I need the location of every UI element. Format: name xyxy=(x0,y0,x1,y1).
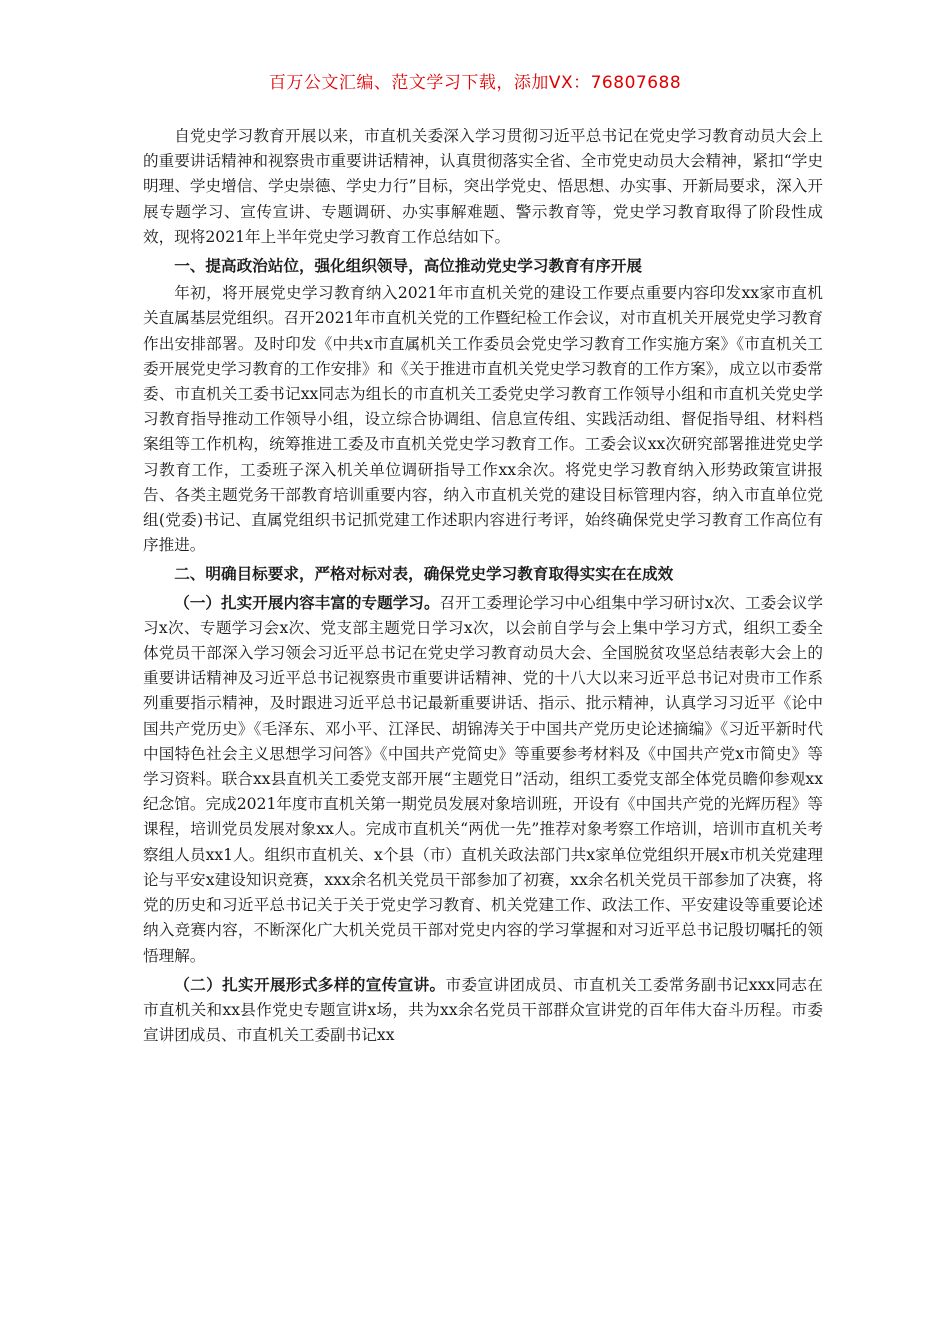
subsection-1-text: 召开工委理论学习中心组集中学习研讨x次、工委会议学习x次、专题学习会x次、党支部主题党日学习x次，以会前自学与会上集中学习方式，组织工委全体党员干部深入学习领会习近平总书记在党史学习教育动员大会、全国脱贫攻坚总结表彰大会上的重要讲话精神及习近平总书记视察贵市重要讲话精神、党的十八大以来习近平总书记对贵市工作系列重要指示精神，及时跟进习近平总书记最新重要讲话、指示、批示精神，认真学习习近平《论中国共产党历史》《毛泽东、邓小平、江泽民、胡锦涛关于中国共产党历史论述摘编》《习近平新时代中国特色社会主义思想学习问答》《中国共产党简史》等重要参考材料及《中国共产党x市简史》等学习资料。联合xx县直机关工委党支部开展“主题党日”活动，组织工委党支部全体党员瞻仰参观xx纪念馆。完成2021年度市直机关第一期党员发展对象培训班，开设有《中国共产党的光辉历程》等课程，培训党员发展对象xx人。完成市直机关“两优一先”推荐对象考察工作培训，培训市直机关考察组人员xx1人。组织市直机关、x个县（市）直机关政法部门共x家单位党组织开展x市机关党建理论与平安x建设知识竞赛，xxx余名机关党员干部参加了初赛，xx余名机关党员干部参加了决赛，将党的历史和习近平总书记关于关于党史学习教育、机关党建工作、政法工作、平安建设等重要论述纳入竞赛内容，不断深化广大机关党员干部对党史内容的学习掌握和对习近平总书记殷切嘱托的领悟理解。 xyxy=(143,593,823,965)
subsection-2-text: 市委宣讲团成员、市直机关工委常务副书记xxx同志在市直机关和xx县作党史专题宣讲x场，共为xx余名党员干部群众宣讲党的百年伟大奋斗历程。市委宣讲团成员、市直机关工委副书记xx xyxy=(143,975,823,1045)
section-1-paragraph: 年初，将开展党史学习教育纳入2021年市直机关党的建设工作要点重要内容印发xx家市直机关直属基层党组织。召开2021年市直机关党的工作暨纪检工作会议，对市直机关开展党史学习教育作出安排部署。及时印发《中共x市直属机关工作委员会党史学习教育工作实施方案》《市直机关工委开展党史学习教育的工作安排》和《关于推进市直机关党史学习教育的工作方案》，成立以市委常委、市直机关工委书记xx同志为组长的市直机关工委党史学习教育工作领导小组和市直机关党史学习教育指导推动工作领导小组，设立综合协调组、信息宣传组、实践活动组、督促指导组、材料档案组等工作机构，统筹推进工委及市直机关党史学习教育工作。工委会议xx次研究部署推进党史学习教育工作，工委班子深入机关单位调研指导工作xx余次。将党史学习教育纳入形势政策宣讲报告、各类主题党务干部教育培训重要内容，纳入市直机关党的建设目标管理内容，纳入市直单位党组(党委)书记、直属党组织书记抓党建工作述职内容进行考评，始终确保党史学习教育工作高位有序推进。 xyxy=(143,284,823,555)
subsection-1-heading: （一）扎实开展内容丰富的专题学习。 xyxy=(174,592,440,612)
subsection-2-paragraph xyxy=(143,972,823,1049)
section-2-heading: 二、明确目标要求，严格对标对表，确保党史学习教育取得实实在在成效 xyxy=(174,564,674,584)
document-body xyxy=(143,124,823,1048)
subsection-2-heading: （二）扎实开展形式多样的宣传宣讲。 xyxy=(174,974,446,994)
subsection-1-paragraph xyxy=(143,590,823,969)
header-banner: 百万公文汇编、范文学习下载，添加VX：76807688 xyxy=(268,73,682,93)
intro-paragraph: 自党史学习教育开展以来，市直机关委深入学习贯彻习近平总书记在党史学习教育动员大会上的重要讲话精神和视察贵市重要讲话精神，认真贯彻落实全省、全市党史动员大会精神，紧扣“学史明理、学史增信、学史崇德、学史力行”目标，突出学党史、悟思想、办实事、开新局要求，深入开展专题学习、宣传宣讲、专题调研、办实事解难题、警示教育等，党史学习教育取得了阶段性成效，现将2021年上半年党史学习教育工作总结如下。 xyxy=(143,127,823,246)
section-1-heading: 一、提高政治站位，强化组织领导，高位推动党史学习教育有序开展 xyxy=(174,256,643,276)
